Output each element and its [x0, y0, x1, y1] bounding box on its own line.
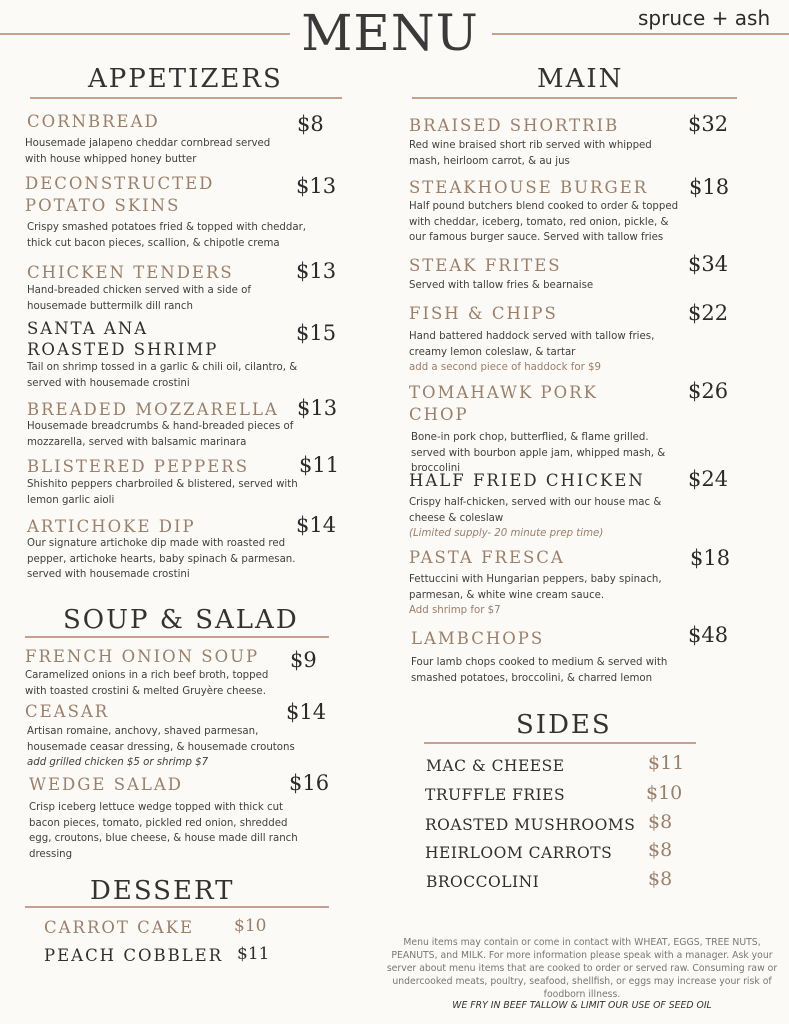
- item-name-ceasar: CEASAR: [25, 702, 110, 721]
- price-pork-chop: $26: [688, 379, 729, 403]
- sides-heading: SIDES: [516, 710, 612, 740]
- item-name-fish-chips: FISH & CHIPS: [409, 304, 558, 323]
- item-name-mozzarella: BREADED MOZZARELLA: [27, 400, 279, 419]
- price-artichoke-dip: $14: [296, 513, 337, 537]
- side-price-mushrooms: $8: [648, 811, 673, 833]
- item-name-pasta-fresca: PASTA FRESCA: [409, 548, 565, 567]
- item-name-peppers: BLISTERED PEPPERS: [27, 457, 250, 476]
- price-ceasar: $14: [286, 700, 327, 724]
- allergen-disclaimer: Menu items may contain or come in contact with WHEAT, EGGS, TREE NUTS, PEANUTS, and MILK. For more information please speak with a manager. Ask your server about menu items that are cooked to order or served raw. Consuming raw or undercooked meats, poultry, seafood, shellfish, or eggs may increase your risk of foodborn illness.: [386, 937, 778, 1000]
- desc-ceasar: [27, 724, 297, 771]
- price-wedge-salad: $16: [289, 771, 330, 795]
- dessert-name-carrot-cake: CARROT CAKE: [44, 918, 195, 937]
- item-name-wedge-salad: WEDGE SALAD: [29, 775, 184, 794]
- note-half-chicken: (Limited supply- 20 minute prep time): [409, 528, 604, 539]
- side-name-truffle-fries: TRUFFLE FRIES: [425, 786, 566, 804]
- desc-pasta-fresca: [409, 572, 669, 619]
- menu-title: MENU: [301, 4, 479, 62]
- desc-pasta-fresca-text: Fettuccini with Hungarian peppers, baby spinach, parmesan, & white wine cream sauce.: [409, 574, 662, 601]
- side-price-carrots: $8: [648, 839, 673, 861]
- item-name-potato-skins-1: DECONSTRUCTED: [25, 174, 215, 193]
- desc-fish-chips: [409, 329, 679, 376]
- price-peppers: $11: [299, 453, 340, 477]
- item-name-shortrib: BRAISED SHORTRIB: [409, 116, 620, 135]
- item-name-burger: STEAKHOUSE BURGER: [409, 178, 649, 197]
- side-price-mac-cheese: $11: [648, 752, 685, 774]
- tallow-notice: WE FRY IN BEEF TALLOW & LIMIT OUR USE OF SEED OIL: [452, 1000, 712, 1011]
- side-price-truffle-fries: $10: [646, 782, 683, 804]
- price-shrimp: $15: [296, 321, 337, 345]
- main-heading: MAIN: [537, 64, 624, 94]
- desc-pork-chop: Bone-in pork chop, butterflied, & flame grilled. served with bourbon apple jam, whipped mash, & broccolini: [411, 432, 666, 474]
- item-name-half-chicken: HALF FRIED CHICKEN: [409, 471, 645, 490]
- price-shortrib: $32: [688, 112, 729, 136]
- side-name-carrots: HEIRLOOM CARROTS: [425, 844, 613, 862]
- item-name-pork-chop-1: TOMAHAWK PORK: [409, 383, 598, 402]
- side-name-mushrooms: ROASTED MUSHROOMS: [425, 816, 636, 834]
- desc-onion-soup: Caramelized onions in a rich beef broth, topped with toasted crostini & melted Gruyère cheese.: [25, 670, 269, 697]
- desc-half-chicken-text: Crispy half-chicken, served with our house mac & cheese & coleslaw: [409, 497, 662, 524]
- price-half-chicken: $24: [688, 467, 729, 491]
- sides-rule: [424, 742, 696, 744]
- brand-logo: spruce + ash: [638, 6, 771, 30]
- item-name-lambchops: LAMBCHOPS: [411, 629, 545, 648]
- side-name-broccolini: BROCCOLINI: [426, 873, 540, 891]
- price-cornbread: $8: [297, 112, 324, 136]
- dessert-heading: DESSERT: [90, 876, 235, 906]
- desc-potato-skins: Crispy smashed potatoes fried & topped with cheddar, thick cut bacon pieces, scallion, & chipotle crema: [27, 222, 307, 249]
- desc-half-chicken: [409, 495, 674, 542]
- dessert-rule: [25, 906, 329, 908]
- desc-shortrib: Red wine braised short rib served with whipped mash, heirloom carrot, & au jus: [409, 140, 652, 167]
- soup-salad-heading: SOUP & SALAD: [63, 605, 299, 635]
- item-name-artichoke-dip: ARTICHOKE DIP: [27, 517, 196, 536]
- note-ceasar: add grilled chicken $5 or shrimp $7: [27, 757, 209, 768]
- desc-cornbread: Housemade jalapeno cheddar cornbread served with house whipped honey butter: [25, 138, 271, 165]
- desc-chicken-tenders: Hand-breaded chicken served with a side of housemade buttermilk dill ranch: [27, 285, 251, 312]
- item-name-shrimp-1: SANTA ANA: [27, 319, 149, 338]
- appetizers-rule: [30, 97, 342, 99]
- dessert-price-peach-cobbler: $11: [237, 944, 270, 964]
- main-rule: [412, 97, 737, 99]
- desc-wedge-salad: Crisp iceberg lettuce wedge topped with thick cut bacon pieces, tomato, pickled red onion, shredded egg, croutons, blue cheese, & house made dill ranch dressing: [29, 802, 298, 860]
- header-rule-right: [492, 33, 789, 35]
- item-name-shrimp-2: ROASTED SHRIMP: [27, 340, 219, 359]
- desc-mozzarella: Housemade breadcrumbs & hand-breaded pieces of mozzarella, served with balsamic marinara: [27, 421, 294, 448]
- dessert-price-carrot-cake: $10: [234, 916, 267, 936]
- header-rule-left: [0, 33, 290, 35]
- item-name-steak-frites: STEAK FRITES: [409, 256, 562, 275]
- desc-burger: Half pound butchers blend cooked to order & topped with cheddar, iceberg, tomato, red onion, pickle, & our famous burger sauce. Served with tallow fries: [409, 201, 679, 243]
- dessert-name-peach-cobbler: PEACH COBBLER: [44, 946, 224, 965]
- item-name-potato-skins-2: POTATO SKINS: [25, 196, 181, 215]
- item-name-cornbread: CORNBREAD: [27, 112, 160, 131]
- desc-fish-chips-text: Hand battered haddock served with tallow fries, creamy lemon coleslaw, & tartar: [409, 331, 655, 358]
- desc-peppers: Shishito peppers charbroiled & blistered, served with lemon garlic aioli: [27, 479, 298, 506]
- price-lambchops: $48: [688, 623, 729, 647]
- appetizers-heading: APPETIZERS: [88, 64, 283, 94]
- desc-artichoke-dip: Our signature artichoke dip made with roasted red pepper, artichoke hearts, baby spinach & parmesan. served with housemade crostini: [27, 538, 296, 580]
- price-chicken-tenders: $13: [296, 259, 337, 283]
- item-name-onion-soup: FRENCH ONION SOUP: [25, 647, 260, 666]
- price-mozzarella: $13: [297, 396, 338, 420]
- note-fish-chips: add a second piece of haddock for $9: [409, 362, 602, 373]
- desc-lambchops: Four lamb chops cooked to medium & served with smashed potatoes, broccolini, & charred lemon: [411, 657, 668, 684]
- price-onion-soup: $9: [290, 648, 317, 672]
- price-pasta-fresca: $18: [690, 546, 731, 570]
- desc-ceasar-text: Artisan romaine, anchovy, shaved parmesan, housemade ceasar dressing, & housemade croutons: [27, 726, 295, 753]
- price-burger: $18: [689, 175, 730, 199]
- price-fish-chips: $22: [688, 301, 729, 325]
- item-name-pork-chop-2: CHOP: [409, 405, 469, 424]
- side-name-mac-cheese: MAC & CHEESE: [426, 757, 565, 775]
- price-steak-frites: $34: [688, 252, 729, 276]
- soup-salad-rule: [25, 636, 329, 638]
- desc-steak-frites: Served with tallow fries & bearnaise: [409, 280, 594, 291]
- side-price-broccolini: $8: [648, 868, 673, 890]
- price-potato-skins: $13: [296, 174, 337, 198]
- note-pasta-fresca: Add shrimp for $7: [409, 605, 501, 616]
- item-name-chicken-tenders: CHICKEN TENDERS: [27, 263, 234, 282]
- desc-shrimp: Tail on shrimp tossed in a garlic & chili oil, cilantro, & served with housemade crostini: [27, 362, 298, 389]
